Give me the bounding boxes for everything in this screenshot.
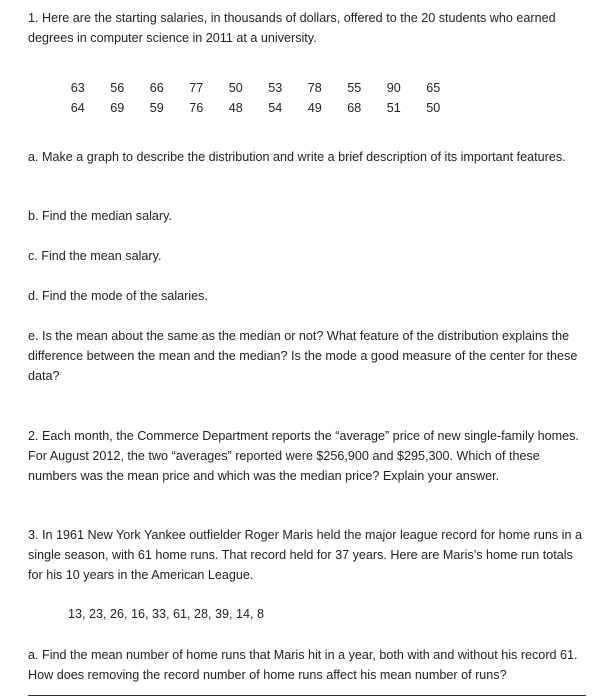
salary-cell: 59 [149,101,164,115]
salary-row-2 [58,98,453,118]
salary-cell: 78 [307,81,322,95]
salary-cell: 51 [386,101,401,115]
bottom-divider [28,695,586,696]
salary-cell: 90 [386,81,401,95]
salary-cell: 49 [307,101,322,115]
salary-cell: 48 [228,101,243,115]
salary-cell: 50 [426,101,441,115]
salary-row-1 [58,78,453,98]
salary-cell: 66 [149,81,164,95]
salary-cell: 53 [268,81,283,95]
salary-cell: 50 [228,81,243,95]
question-3a: a. Find the mean number of home runs that Maris hit in a year, both with and without his record 61. How does removing the record number of home runs affect his mean number of runs? [28,648,578,682]
question-1c: c. Find the mean salary. [28,249,162,263]
salary-cell: 54 [268,101,283,115]
question-1e: e. Is the mean about the same as the median or not? What feature of the distribution explains the difference between the mean and the median? Is the mode a good measure of the center for these data? [28,329,578,383]
question-1-intro: 1. Here are the starting salaries, in thousands of dollars, offered to the 20 students who earned degrees in computer science in 2011 at a university. [28,11,556,45]
question-2: 2. Each month, the Commerce Department reports the “average” price of new single-family homes. For August 2012, the two “averages” reported were $256,900 and $295,300. Which of these numbers was the mean price and which was the median price? Explain your answer. [28,429,579,483]
salary-cell: 77 [189,81,204,95]
home-run-totals: 13, 23, 26, 16, 33, 61, 28, 39, 14, 8 [68,607,265,621]
question-1b: b. Find the median salary. [28,209,172,223]
salary-cell: 69 [110,101,125,115]
salary-cell: 76 [189,101,204,115]
question-3-intro: 3. In 1961 New York Yankee outfielder Roger Maris held the major league record for home runs in a single season, with 61 home runs. That record held for 37 years. Here are Maris’s home run totals for his 10 years in the American League. [28,528,582,582]
question-1a: a. Make a graph to describe the distribution and write a brief description of its important features. [28,150,566,164]
salary-table [58,78,453,118]
salary-cell: 65 [426,81,441,95]
salary-cell: 63 [70,81,85,95]
salary-cell: 55 [347,81,362,95]
question-1d: d. Find the mode of the salaries. [28,289,208,303]
salary-cell: 56 [110,81,125,95]
salary-cell: 64 [70,101,85,115]
salary-cell: 68 [347,101,362,115]
